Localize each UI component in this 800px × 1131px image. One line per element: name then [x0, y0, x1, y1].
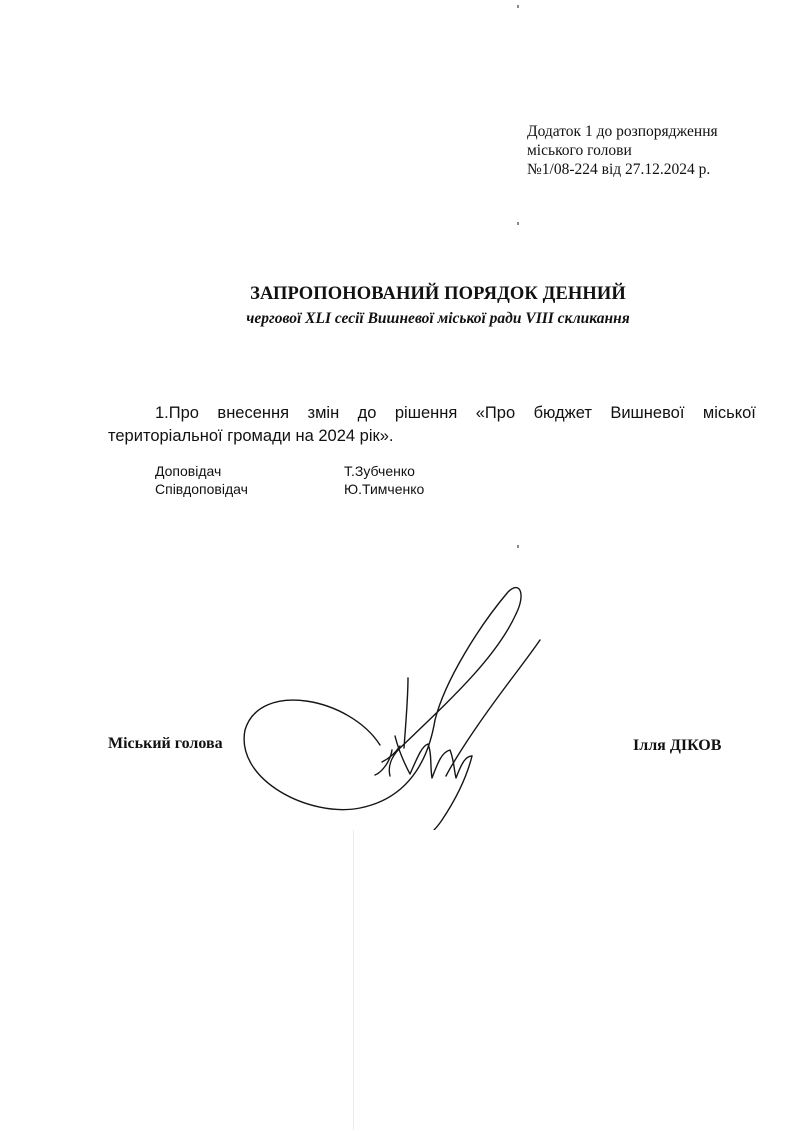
agenda-heading — [0, 284, 800, 328]
speakers-list — [155, 462, 424, 498]
agenda-item-word: до — [357, 404, 377, 422]
agenda-item-word: внесення — [217, 404, 290, 422]
agenda-item-word: Вишневої — [610, 404, 685, 422]
speaker-role: Доповідач — [155, 463, 222, 479]
agenda-item-word: змін — [307, 404, 340, 422]
scan-speck — [517, 545, 519, 548]
agenda-subtitle: чергової XLI сесії Вишневої міської ради VIII скликання — [246, 310, 630, 327]
speaker-role: Співдоповідач — [155, 481, 248, 497]
annex-line-3: №1/08-224 від 27.12.2024 р. — [527, 161, 711, 178]
annex-line-1: Додаток 1 до розпорядження — [527, 123, 718, 140]
scan-fold-line — [353, 830, 354, 1130]
speaker-row — [155, 480, 424, 498]
agenda-item-word: міської — [702, 404, 756, 422]
agenda-item-word: бюджет — [533, 404, 592, 422]
annex-note — [527, 122, 787, 179]
annex-line-2: міського голови — [527, 142, 632, 159]
agenda-title: ЗАПРОПОНОВАНИЙ ПОРЯДОК ДЕННИЙ — [250, 284, 626, 304]
speaker-row — [155, 462, 424, 480]
signatory-name: Ілля ДІКОВ — [633, 737, 722, 754]
speaker-name: Ю.Тимченко — [344, 481, 425, 497]
agenda-item-word: рішення — [394, 404, 458, 422]
signatory-position: Міський голова — [108, 735, 223, 752]
scan-speck — [517, 222, 519, 225]
agenda-item-1-line-2: територіальної громади на 2024 рік». — [108, 427, 394, 445]
agenda-item-word: 1.Про — [155, 404, 199, 422]
agenda-item-1 — [108, 402, 756, 448]
handwritten-signature — [240, 580, 580, 830]
scan-speck — [517, 5, 519, 8]
speaker-name: Т.Зубченко — [344, 463, 415, 479]
agenda-item-1-line-1 — [108, 402, 756, 425]
agenda-item-word: «Про — [475, 404, 516, 422]
